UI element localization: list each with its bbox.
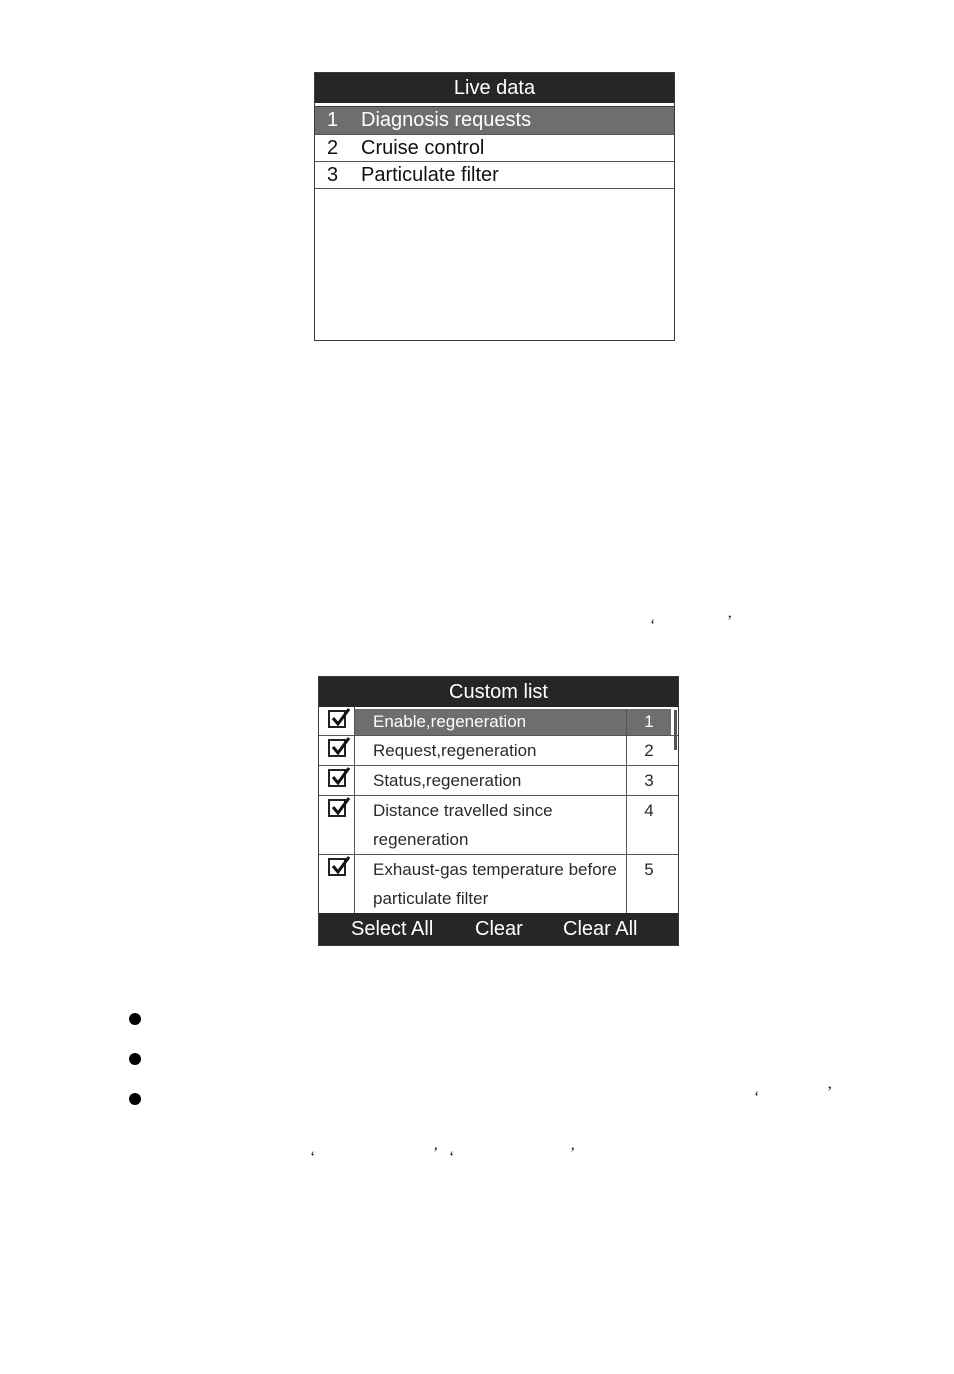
bullet-icon [129,1053,141,1065]
checkbox-checked-icon[interactable] [328,799,346,817]
list-item-number: 4 [644,801,654,820]
menu-item-label: Cruise control [361,136,485,159]
live-data-screen [314,72,675,341]
custom-list-screen [318,676,679,946]
custom-list [319,707,678,913]
custom-list-title: Custom list [319,677,678,707]
menu-item-number: 1 [327,109,339,131]
checkbox-cell[interactable] [319,736,355,765]
open-quote-mark: ‘ [754,1089,760,1106]
list-item-number: 5 [644,860,654,879]
menu-item-number: 3 [327,163,339,186]
custom-list-footer [319,913,678,945]
scrollbar[interactable] [670,707,678,913]
live-data-title: Live data [315,73,674,106]
list-item[interactable] [319,855,678,915]
bullet-icon [129,1013,141,1025]
list-item[interactable] [319,707,678,736]
list-item-number: 2 [644,741,654,760]
list-item-label: Status,regeneration [355,766,627,795]
list-item-label: Distance travelled since regeneration [355,796,627,854]
open-quote-mark: ‘ [310,1149,316,1166]
checkbox-cell[interactable] [319,796,355,854]
list-item[interactable] [319,796,678,855]
open-quote-mark: ‘ [449,1149,455,1166]
list-item[interactable] [319,736,678,766]
menu-item-diagnosis-requests[interactable] [315,107,674,135]
close-quote-mark: ’ [433,1145,439,1162]
list-item-label: Request,regeneration [355,736,627,765]
checkbox-cell[interactable] [319,855,355,915]
list-item[interactable] [319,766,678,796]
bullet-icon [129,1093,141,1105]
checkbox-checked-icon[interactable] [328,710,346,728]
menu-item-label: Diagnosis requests [361,109,532,131]
menu-item-number: 2 [327,136,339,159]
clear-button[interactable]: Clear [475,918,523,940]
close-quote-mark: ’ [727,613,733,630]
open-quote-mark: ‘ [650,617,656,634]
close-quote-mark: ’ [570,1145,576,1162]
checkbox-checked-icon[interactable] [328,769,346,787]
menu-item-label: Particulate filter [361,163,499,186]
clear-all-button[interactable]: Clear All [563,918,638,940]
scrollbar-thumb[interactable] [674,710,677,750]
menu-item-cruise-control[interactable] [315,135,674,162]
checkbox-checked-icon[interactable] [328,739,346,757]
list-item-number: 3 [644,771,654,790]
select-all-button[interactable]: Select All [351,918,434,940]
close-quote-mark: ’ [827,1084,833,1101]
checkbox-checked-icon[interactable] [328,858,346,876]
checkbox-cell[interactable] [319,707,355,735]
list-item-label: Enable,regeneration [355,709,627,735]
menu-item-particulate-filter[interactable] [315,162,674,189]
list-item-label: Exhaust-gas temperature before particulate filter [355,855,627,915]
list-item-number: 1 [627,709,671,735]
checkbox-cell[interactable] [319,766,355,795]
